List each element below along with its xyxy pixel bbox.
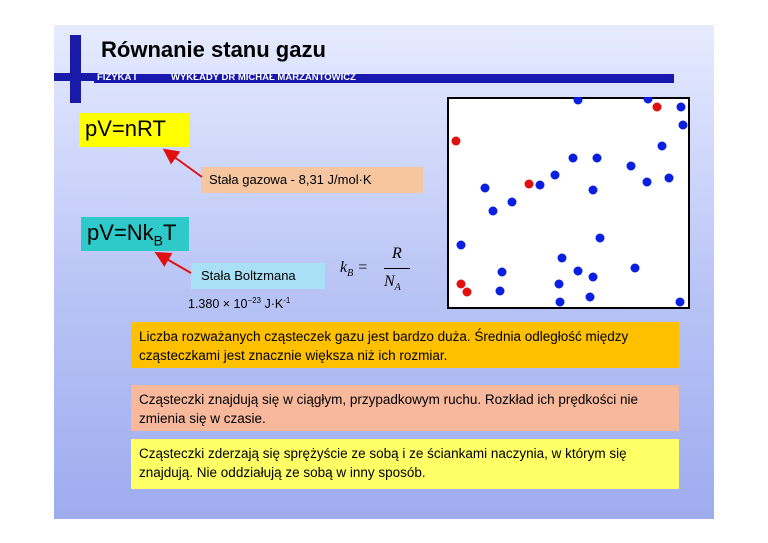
boltzmann-value-lead: 1.380 × 10	[188, 297, 248, 312]
boltzmann-value-unit: J·K	[261, 297, 284, 312]
logo-bar-vertical	[70, 35, 81, 103]
lecturer-label: WYKŁADY DR MICHAŁ MARZANTOWICZ	[171, 72, 356, 83]
boltzmann-value-unit-exp: -1	[283, 296, 291, 305]
blue-molecule	[457, 241, 466, 250]
red-molecule	[525, 180, 534, 189]
blue-molecule	[589, 186, 598, 195]
formula-k: k	[340, 259, 348, 276]
blue-molecule	[508, 198, 517, 207]
formula-n-sub: A	[394, 282, 401, 294]
blue-molecule	[551, 171, 560, 180]
boltzmann-equation	[81, 217, 189, 251]
blue-molecule	[555, 280, 564, 289]
gas-container-diagram	[447, 97, 691, 310]
blue-molecule	[631, 264, 640, 273]
formula-denominator	[384, 273, 401, 293]
blue-molecule	[498, 268, 507, 277]
slide-title: Równanie stanu gazu	[101, 37, 326, 62]
red-molecule	[463, 288, 472, 297]
red-molecule	[452, 137, 461, 146]
formula-fraction-bar	[384, 268, 410, 269]
blue-molecule	[558, 254, 567, 263]
red-molecule	[457, 280, 466, 289]
container-walls	[448, 98, 689, 308]
gas-constant-label: Stała gazowa - 8,31 J/mol·K	[201, 167, 423, 193]
blue-molecule	[593, 154, 602, 163]
statement-3: Cząsteczki zderzają się sprężyście ze sobą i ze ściankami naczynia, w którym się znajdują. Nie oddziałują ze sobą w inny sposób.	[131, 439, 679, 489]
formula-k-sub: B	[347, 268, 354, 280]
slide	[54, 25, 714, 519]
ideal-gas-equation: pV=nRT	[79, 113, 189, 147]
blue-molecule	[489, 207, 498, 216]
logo-bar-horizontal	[54, 73, 99, 81]
gas-constant-arrow	[166, 151, 202, 177]
formula-numerator: R	[392, 245, 402, 262]
blue-molecule	[596, 234, 605, 243]
formula-n: N	[384, 273, 395, 290]
blue-molecule	[677, 103, 686, 112]
blue-molecule	[676, 298, 685, 307]
blue-molecule	[574, 267, 583, 276]
course-label: FIZYKA I	[97, 72, 137, 83]
blue-molecule	[589, 273, 598, 282]
boltzmann-value-exp: −23	[247, 296, 262, 305]
blue-molecule	[627, 162, 636, 171]
boltzmann-equation-sub: B	[153, 232, 163, 249]
formula-lhs	[340, 259, 368, 279]
boltzmann-equation-tail: T	[163, 220, 177, 245]
blue-molecule	[643, 178, 652, 187]
statement-1: Liczba rozważanych cząsteczek gazu jest bardzo duża. Średnia odległość między cząsteczkami jest znacznie większa niż ich rozmiar.	[131, 322, 679, 368]
formula-equals: =	[353, 259, 369, 276]
blue-molecule	[658, 142, 667, 151]
boltzmann-equation-lead: pV=Nk	[87, 220, 154, 245]
blue-molecule	[665, 174, 674, 183]
statement-2: Cząsteczki znajdują się w ciągłym, przypadkowym ruchu. Rozkład ich prędkości nie zmienia się w czasie.	[131, 385, 679, 431]
boltzmann-constant-label: Stała Boltzmana	[191, 263, 325, 289]
red-molecule	[653, 103, 662, 112]
blue-molecule	[569, 154, 578, 163]
blue-molecule	[556, 298, 565, 307]
boltzmann-formula	[340, 245, 420, 295]
blue-molecule	[679, 121, 688, 130]
blue-molecule	[481, 184, 490, 193]
boltzmann-constant-value	[188, 296, 290, 311]
blue-molecule	[586, 293, 595, 302]
boltzmann-arrow	[158, 254, 191, 273]
blue-molecule	[536, 181, 545, 190]
blue-molecule	[496, 287, 505, 296]
